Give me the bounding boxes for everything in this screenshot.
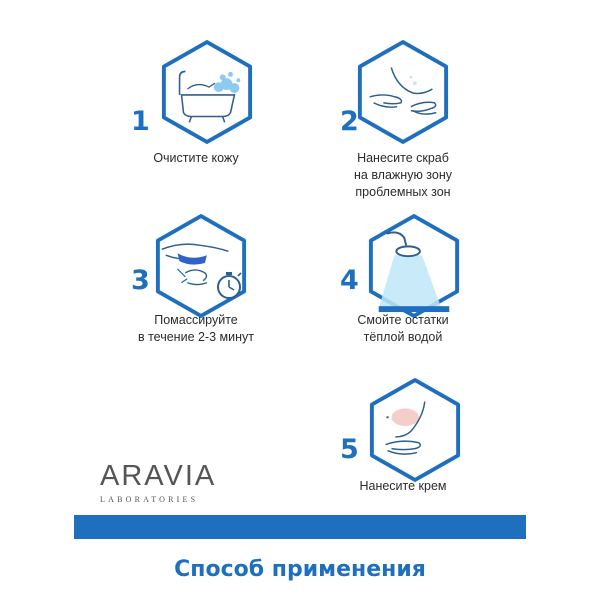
step-caption: Смойте остатки тёплой водой bbox=[357, 313, 449, 344]
brand-logo bbox=[100, 462, 230, 504]
bathtub-icon bbox=[158, 38, 256, 146]
apply-scrub-icon bbox=[354, 38, 452, 146]
shower-icon bbox=[365, 212, 463, 320]
step-caption: Нанесите крем bbox=[359, 479, 447, 493]
apply-cream-icon bbox=[366, 376, 464, 484]
step-number: 5 bbox=[340, 434, 359, 465]
page-title: Способ применения bbox=[174, 557, 426, 582]
accent-band bbox=[74, 515, 526, 539]
step-number: 1 bbox=[131, 106, 150, 137]
step-caption: Нанесите скраб на влажную зону проблемных зон bbox=[354, 151, 452, 199]
step-caption: Очистите кожу bbox=[153, 151, 239, 165]
step-number: 2 bbox=[340, 106, 359, 137]
massage-timer-icon bbox=[152, 212, 250, 320]
logo-subtitle: LABORATORIES bbox=[100, 495, 199, 504]
timer-icon bbox=[212, 268, 246, 302]
step-number: 4 bbox=[340, 265, 359, 296]
logo-wordmark: ARAVIA bbox=[100, 460, 217, 492]
step-caption: Помассируйте в течение 2-3 минут bbox=[137, 313, 254, 344]
step-number: 3 bbox=[131, 265, 150, 296]
